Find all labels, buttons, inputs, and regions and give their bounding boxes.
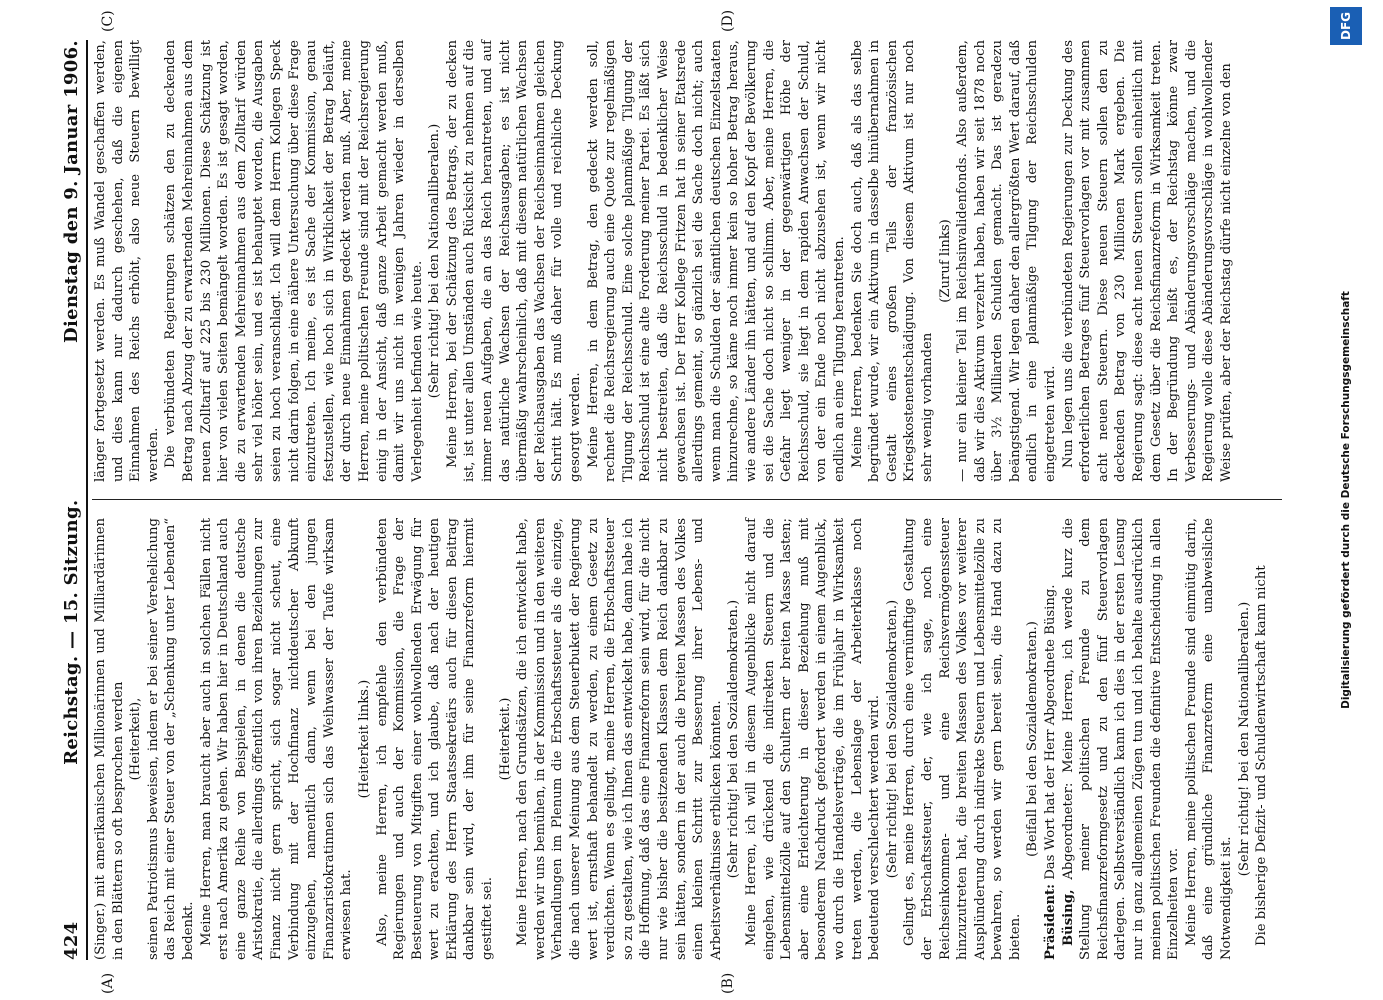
digitization-credit: Digitalisierung gefördert durch die Deutsche Forschungsgemeinschaft — [1340, 291, 1352, 709]
dfg-logo: DFG — [1330, 7, 1362, 45]
paragraph: — nur ein kleiner Teil im Reichsinvalidenfonds. Also außerdem, daß wir dies Aktivum verzehrt haben, haben wir seit 1878 noch über 3½ Milliarden Schulden gemacht. Das ist geradezu beängstigend. Wir legen daher den allergrößten Wert darauf, daß endlich in eine planmäßige Tilgung der Reichsschulden eingetreten wird. — [955, 40, 1059, 482]
paragraph — [1042, 518, 1060, 960]
left-text-column — [92, 518, 1271, 960]
paragraph: Meine Herren, bedenken Sie doch auch, daß als das selbe begründet wurde, wir ein Aktivum in dasselbe hinübernahmen in Gestalt eines großen Teils der französischen Kriegskostenentschädigung. Von diesem Aktivum ist nur noch sehr wenig vorhanden — [849, 40, 935, 482]
paragraph: (Singer.) mit amerikanischen Millionärinnen und Milliardärinnen in den Blättern so oft besprochen werden — [93, 518, 126, 960]
stage-direction: (Heiterkeit.) — [497, 697, 513, 781]
stage-direction: (Zuruf links) — [937, 219, 953, 303]
paragraph: Die verbündeten Regierungen schätzen den zu deckenden Betrag nach Abzug der zu erwartenden Mehreinnahmen aus dem neuen Zolltarif auf 225 bis 230 Millionen. Diese Schätzung ist hier von vielen Seiten bemängelt worden. Es ist gesagt worden, die zu erwartenden Mehreinnahmen aus dem Zolltarif würden sehr viel höher sein, und es ist behauptet worden, die Ausgaben seien zu hoch veranschlagt. Ich will dem Herrn Kollegen Speck nicht darin folgen, in eine nähere Untersuchung über diese Frage einzutreten. Ich meine, es ist Sache der Kommission, genau festzustellen, wie hoch sich in Wirklichkeit der Betrag beläuft, der durch neue Einnahmen gedeckt werden muß. Aber, meine Herren, meine politischen Freunde sind mit der Reichsregierung einig in der Ansicht, daß ganze Arbeit gemacht werden muß, damit wir uns nicht in wenigen Jahren wieder in derselben Verlegenheit befinden wie heute. — [163, 40, 425, 482]
session-date: Dienstag den 9. Januar 1906. — [61, 40, 82, 343]
stage-direction: (Sehr richtig! bei den Nationalliberalen.) — [427, 123, 443, 399]
margin-marker-a: (A) — [100, 972, 116, 994]
paragraph: Nun legen uns die verbündeten Regierungen zur Deckung des erforderlichen Betrages fünf Steuervorlagen vor mit zusammen acht neuen Steuern. Diese neuen Steuern sollen den zu deckenden Betrag von 230 Millionen Mark ergeben. Die Regierung sagt: diese acht neuen Steuern sollen einheitlich mit dem Gesetz über die Reichsfinanzreform in Wirksamkeit treten. In der Begründung heißt es, der Reichstag könne zwar Verbesserungs- und Abänderungsvorschläge machen, und die Regierung wolle diese Abänderungsvorschläge in wohlwollender Weise prüfen, aber der Reichstag dürfe nicht einzelne von den — [1060, 40, 1234, 482]
paragraph: Meine Herren, ich will in diesem Augenblicke nicht darauf eingehen, wie drückend die indirekten Steuern und die Lebensmittelzölle auf den Schultern der breiten Masse lasten; aber eine Erleichterung in dieser Beziehung muß mit besonderem Nachdruck gefordert werden in einem Augenblick, wo durch die Handelsverträge, die im Frühjahr in Wirksamkeit treten werden, die Lebenslage der Arbeiterklasse noch bedeutend verschlechtert werden wird. — [743, 518, 883, 960]
paragraph-text: Das Wort hat der Herr Abgeordnete Büsing. — [1043, 584, 1059, 884]
paragraph: seinen Patriotismus beweisen, indem er bei seiner Verehelichung das Reich mit einer Steuer von der „Schenkung unter Lebenden“ bedenkt. — [145, 518, 196, 960]
stage-direction: (Sehr richtig! bei den Nationalliberalen.) — [1236, 601, 1252, 877]
paragraph: Gelingt es, meine Herren, durch eine vernünftige Gestaltung der Erbschaftssteuer, der, wie ich sage, noch eine Reichseinkommen- und eine Reichsvermögenssteuer hinzuzutreten hat, die breiten Massen des Volkes vor weiterer Ausplünderung durch indirekte Steuern und Lebensmittelzölle zu bewahren, so werden wir gern bereit sein, die Hand dazu zu bieten. — [902, 518, 1023, 960]
stage-direction: (Beifall bei den Sozialdemokraten.) — [1025, 621, 1041, 857]
header-rule — [86, 40, 88, 960]
speaker-name: Büsing, — [1060, 889, 1076, 946]
paragraph-text: Abgeordneter: Meine Herren, ich werde kurz die Stellung meiner politischen Freunde zu dem Reichsfinanzreformgesetz und zu den fünf Steuervorlagen darlegen. Selbstverständlich kann ich dies in der ersten Lesung nur in ganz allgemeinen Zügen tun und ich behalte ausdrücklich meinen politischen Freunden die definitive Entscheidung in allen Einzelheiten vor. — [1060, 518, 1182, 960]
paragraph: Also, meine Herren, ich empfehle den verbündeten Regierungen und auch der Kommission, die Frage der Besteuerung von Mitgiften einer wohlwollenden Erwägung für wert zu erachten, und ich glaube, daß nach der heutigen Erklärung des Herrn Staatssekretärs auch für diesen Beitrag dankbar sein wird, der ihm für seine Finanzreform hiermit gestiftet sei. — [374, 518, 496, 960]
paragraph: Meine Herren, nach den Grundsätzen, die ich entwickelt habe, werden wir uns bemühen, in der Kommission und in den weiteren Verhandlungen im Plenum die Erbschaftssteuer als die einzige, die nach unserer Meinung aus dem Steuerbukett der Regierung wert ist, ernsthaft behandelt zu werden, zu einem Gesetz zu verdichten. Wenn es gelingt, meine Herren, die Erbschaftssteuer so zu gestalten, wie ich Ihnen das entwickelt habe, dann habe ich die Hoffnung, daß das eine Finanzreform sein wird, für die nicht nur wie bisher die besitzenden Klassen dem Reich dankbar zu sein hätten, sondern in der auch die breiten Massen des Volkes einen kleinen Schritt zur Besserung ihrer Lebens- und Arbeitsverhältnisse erblicken könnten. — [515, 518, 724, 960]
margin-marker-d: (D) — [720, 9, 736, 32]
column-divider — [92, 499, 1282, 500]
paragraph: Meine Herren, man braucht aber auch in solchen Fällen nicht erst nach Amerika zu gehen. Wir haben hier in Deutschland auch eine ganze Reihe von Beispielen, in denen die deutsche Aristokratie, die allerdings öffentlich von ihren Beziehungen zur Finanz nicht gern spricht, sich sogar nicht scheut, eine Verbindung mit der Hochfinanz nichtdeutscher Abkunft einzugehen, namentlich dann, wenn bei den jungen Finanzaristokratinnen sich das Weihwasser der Taufe wirksam erwiesen hat. — [198, 518, 355, 960]
page-number: 424 — [61, 921, 82, 960]
speaker-name: Präsident: — [1043, 883, 1059, 960]
margin-marker-c: (C) — [100, 10, 116, 32]
stage-direction: (Heiterkeit), — [128, 697, 144, 781]
paragraph — [1060, 518, 1183, 960]
paragraph: Meine Herren, meine politischen Freunde sind einmütig darin, daß eine gründliche Finanzreform eine unabweisliche Notwendigkeit ist. — [1183, 518, 1234, 960]
stage-direction: (Heiterkeit links.) — [356, 679, 372, 799]
stage-direction: (Sehr richtig! bei den Sozialdemokraten.) — [884, 599, 900, 879]
page-header — [52, 40, 82, 960]
session-title: Reichstag. — 15. Sitzung. — [61, 499, 82, 765]
right-text-column — [92, 40, 1236, 482]
stage-direction: (Sehr richtig! bei den Sozialdemokraten.) — [726, 599, 742, 879]
paragraph: Meine Herren, bei der Schätzung des Betrags, der zu decken ist, ist unter allen Umständen auch Rücksicht zu nehmen auf die immer neuen Aufgaben, die an das Reich herantreten, und auf das natürliche Wachsen der Reichsausgaben; es ist nicht übermäßig wahrscheinlich, daß mit diesem natürlichen Wachsen der Reichsausgaben das Wachsen der Reichseinnahmen gleichen Schritt hält. Es muß daher für volle und reichliche Deckung gesorgt werden. — [444, 40, 584, 482]
paragraph: länger fortgesetzt werden. Es muß Wandel geschaffen werden, und dies kann nur dadurch geschehen, daß die eigenen Einnahmen des Reichs erhöht, also neue Steuern bewilligt werden. — [93, 40, 161, 482]
paragraph: Meine Herren, in dem Betrag, den gedeckt werden soll, rechnet die Reichsregierung auch eine Quote zur regelmäßigen Tilgung der Reichsschuld. Eine solche planmäßige Tilgung der Reichsschuld ist eine alte Forderung meiner Partei. Es läßt sich nicht bestreiten, daß die Reichsschuld in bedenklicher Weise gewachsen ist. Der Herr Kollege Fritzen hat in seiner Etatsrede allerdings gemeint, so gänzlich sei die Sache doch nicht; auch wenn man die Schulden der sämtlichen deutschen Einzelstaaten hinzurechne, so käme noch immer kein so hoher Betrag heraus, wie andere Länder ihn hätten, und auf den Kopf der Bevölkerung sei die Sache doch nicht so schlimm. Aber, meine Herren, die Gefahr liegt weniger in der gegenwärtigen Höhe der Reichsschuld, sie liegt in dem rapiden Anwachsen der Schuld, von der ein Ende noch nicht abzusehen ist, wenn wir nicht endlich an eine Tilgung herantreten. — [585, 40, 847, 482]
paragraph: Die bisherige Defizit- und Schuldenwirtschaft kann nicht — [1254, 565, 1270, 946]
margin-marker-b: (B) — [720, 972, 736, 994]
